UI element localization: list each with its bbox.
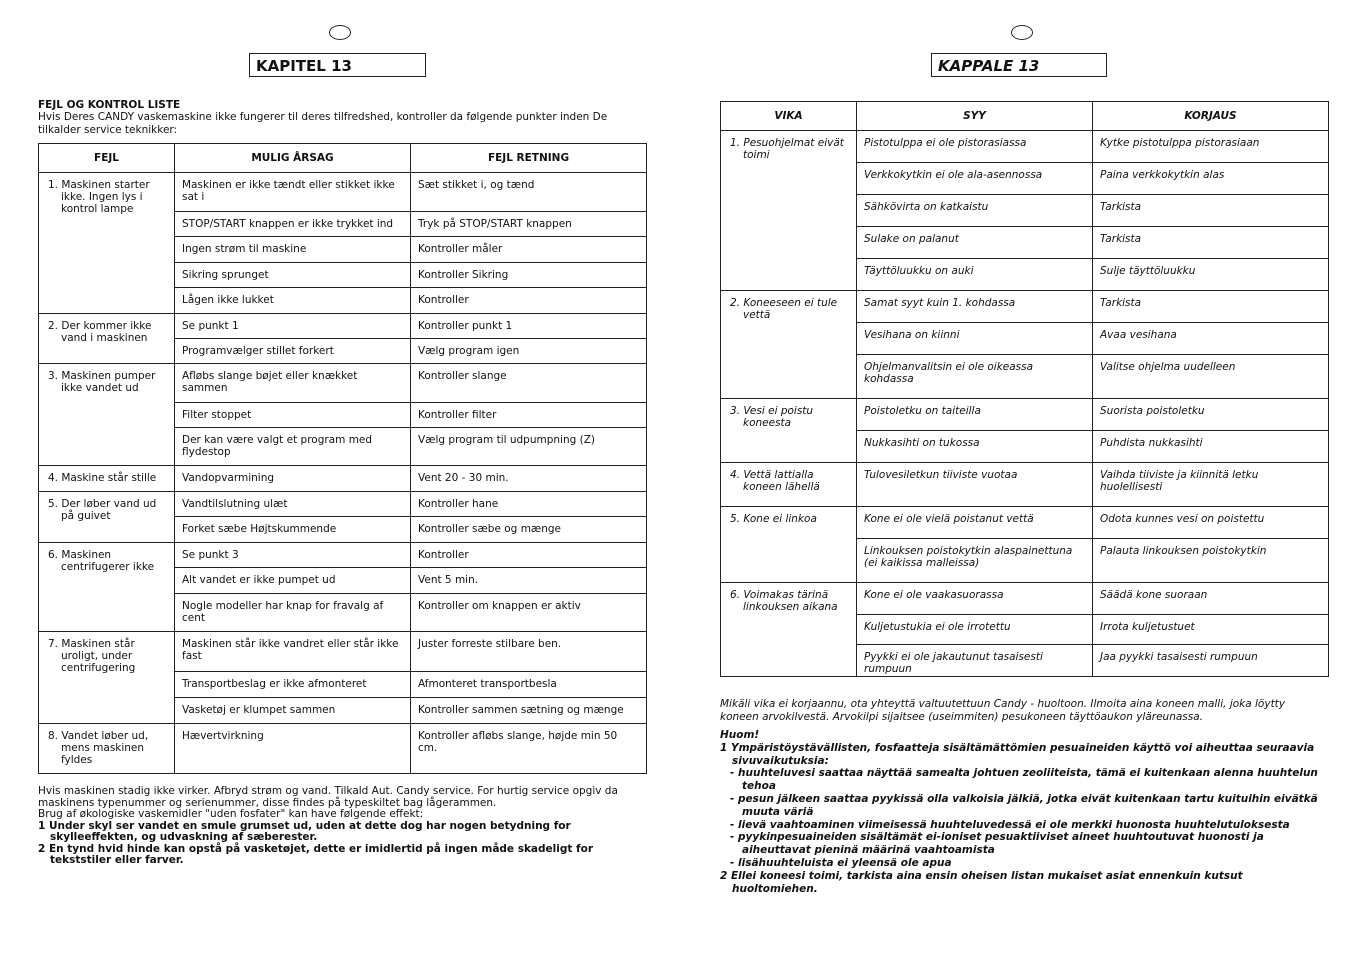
eco-note: Brug af økologiske vaskemidler "uden fosfater" kan have følgende effekt: <box>38 808 424 820</box>
fix-cell: Kytke pistotulppa pistorasiaan <box>1093 131 1329 163</box>
note-dash-item: - lisähuuhteluista ei yleensä ole apua <box>730 856 952 869</box>
chapter-title: KAPITEL 13 <box>249 53 426 77</box>
cause-cell: Alt vandet er ikke pumpet ud <box>175 568 411 594</box>
fix-cell: Vælg program igen <box>411 339 647 364</box>
service-info: Mikäli vika ei korjaannu, ota yhteyttä valtuutettuun Candy - huoltoon. Ilmoita aina koneen malli, joka löytty koneen arvokilvestä. Arvokilpi sijaitsee (useimmiten) pesukoneen täyttöaukon yläreunassa. <box>720 698 1286 723</box>
fix-cell: Kontroller hane <box>411 492 647 517</box>
cause-cell: Samat syyt kuin 1. kohdassa <box>857 291 1093 323</box>
cause-cell: Vandopvarmining <box>175 466 411 492</box>
fault-cell: 8. Vandet løber ud, mens maskinen fyldes <box>39 724 175 774</box>
fault-cell: 3. Vesi ei poistu koneesta <box>721 399 857 463</box>
fault-cell: 6. Maskinen centrifugerer ikke <box>39 543 175 632</box>
cause-cell: Nukkasihti on tukossa <box>857 431 1093 463</box>
cause-cell: Kone ei ole vielä poistanut vettä <box>857 507 1093 539</box>
fix-cell: Vent 20 - 30 min. <box>411 466 647 492</box>
table-row <box>721 399 1329 431</box>
cause-cell: Kone ei ole vaakasuorassa <box>857 583 1093 615</box>
fix-cell: Kontroller punkt 1 <box>411 314 647 339</box>
eco-point: 2 En tynd hvid hinde kan opstå på vasketøjet, dette er imidlertid på ingen måde skadeligt for tekststiler eller farver. <box>38 842 593 866</box>
column-header: FEJL <box>39 144 175 173</box>
fix-cell: Avaa vesihana <box>1093 323 1329 355</box>
fix-cell: Jaa pyykki tasaisesti rumpuun <box>1093 645 1329 677</box>
fix-cell: Paina verkkokytkin alas <box>1093 163 1329 195</box>
fix-cell: Vælg program til udpumpning (Z) <box>411 428 647 466</box>
cause-cell: Hævertvirkning <box>175 724 411 774</box>
fix-cell: Kontroller sæbe og mænge <box>411 517 647 543</box>
fix-cell: Kontroller sammen sætning og mænge <box>411 698 647 724</box>
fix-cell: Vaihda tiiviste ja kiinnitä letku huolellisesti <box>1093 463 1329 507</box>
fix-cell: Kontroller <box>411 288 647 314</box>
fix-cell: Juster forreste stilbare ben. <box>411 632 647 672</box>
fix-cell: Valitse ohjelma uudelleen <box>1093 355 1329 399</box>
fix-cell: Afmonteret transportbesla <box>411 672 647 698</box>
cause-cell: Pyykki ei ole jakautunut tasaisesti rumpuun <box>857 645 1093 677</box>
column-header: VIKA <box>721 102 857 131</box>
cause-cell: Kuljetustukia ei ole irrotettu <box>857 615 1093 645</box>
fault-table <box>720 101 1329 677</box>
column-header: MULIG ÅRSAG <box>175 144 411 173</box>
cause-cell: Tulovesiletkun tiiviste vuotaa <box>857 463 1093 507</box>
fault-cell: 6. Voimakas tärinä linkouksen aikana <box>721 583 857 677</box>
fix-cell: Odota kunnes vesi on poistettu <box>1093 507 1329 539</box>
table-row <box>39 492 647 517</box>
table-row <box>721 463 1329 507</box>
cause-cell: Verkkokytkin ei ole ala-asennossa <box>857 163 1093 195</box>
language-marker-oval <box>1011 25 1033 40</box>
note-dash-item: - pyykinpesuaineiden sisältämät ei-ioniset pesuaktiiviset aineet huuhtoutuvat huonosti ja aiheuttavat pieninä määrinä vaahtoamista <box>730 831 1264 857</box>
note-point: 1 Ympäristöystävällisten, fosfaatteja sisältämättömien pesuaineiden käyttö voi aiheuttaa seuraavia sivuvaikutuksia: <box>720 741 1315 767</box>
fault-cell: 3. Maskinen pumper ikke vandet ud <box>39 364 175 466</box>
fault-cell: 5. Der løber vand ud på guivet <box>39 492 175 543</box>
cause-cell: Se punkt 3 <box>175 543 411 568</box>
cause-cell: Der kan være valgt et program med flydestop <box>175 428 411 466</box>
table-row <box>721 507 1329 539</box>
note-title: Huom! <box>720 729 760 741</box>
cause-cell: Linkouksen poistokytkin alaspainettuna (ei kaikissa malleissa) <box>857 539 1093 583</box>
fault-cell: 7. Maskinen står uroligt, under centrifugering <box>39 632 175 724</box>
cause-cell: Filter stoppet <box>175 403 411 428</box>
table-row <box>39 543 647 568</box>
cause-cell: Maskinen er ikke tændt eller stikket ikke sat i <box>175 173 411 212</box>
cause-cell: Pistotulppa ei ole pistorasiassa <box>857 131 1093 163</box>
cause-cell: Nogle modeller har knap for fravalg af cent <box>175 594 411 632</box>
fix-cell: Säädä kone suoraan <box>1093 583 1329 615</box>
cause-cell: Vasketøj er klumpet sammen <box>175 698 411 724</box>
fault-cell: 2. Koneeseen ei tule vettä <box>721 291 857 399</box>
fix-cell: Tarkista <box>1093 195 1329 227</box>
intro-text: Hvis Deres CANDY vaskemaskine ikke fungerer til deres tilfredshed, kontroller da følgende punkter inden De tilkalder service teknikker: <box>38 111 608 136</box>
column-header: FEJL RETNING <box>411 144 647 173</box>
cause-cell: Poistoletku on taiteilla <box>857 399 1093 431</box>
fault-cell: 5. Kone ei linkoa <box>721 507 857 583</box>
table-row <box>39 173 647 212</box>
fix-cell: Tarkista <box>1093 227 1329 259</box>
language-marker-oval <box>329 25 351 40</box>
cause-cell: Transportbeslag er ikke afmonteret <box>175 672 411 698</box>
cause-cell: Maskinen står ikke vandret eller står ikke fast <box>175 632 411 672</box>
cause-cell: Se punkt 1 <box>175 314 411 339</box>
service-info: Hvis maskinen stadig ikke virker. Afbryd strøm og vand. Tilkald Aut. Candy service. For hurtig service opgiv da maskinens typenummer og serienummer, disse findes på typeskiltet bag lågerammen. <box>38 785 618 809</box>
cause-cell: Vesihana on kiinni <box>857 323 1093 355</box>
cause-cell: Ingen strøm til maskine <box>175 237 411 263</box>
table-row <box>721 131 1329 163</box>
cause-cell: Forket sæbe Højtskummende <box>175 517 411 543</box>
fix-cell: Sæt stikket i, og tænd <box>411 173 647 212</box>
fix-cell: Kontroller filter <box>411 403 647 428</box>
fix-cell: Vent 5 min. <box>411 568 647 594</box>
cause-cell: Lågen ikke lukket <box>175 288 411 314</box>
cause-cell: Ohjelmanvalitsin ei ole oikeassa kohdassa <box>857 355 1093 399</box>
eco-point: 1 Under skyl ser vandet en smule grumset ud, uden at dette dog har nogen betydning for skylleeffekten, og udvaskning af sæberester. <box>38 819 571 843</box>
cause-cell: Afløbs slange bøjet eller knækket sammen <box>175 364 411 403</box>
fix-cell: Palauta linkouksen poistokytkin <box>1093 539 1329 583</box>
note-dash-item: - lievä vaahtoaminen viimeisessä huuhteluvedessä ei ole merkki huonosta huuhtelutuloksesta <box>730 818 1290 831</box>
fault-cell: 2. Der kommer ikke vand i maskinen <box>39 314 175 364</box>
cause-cell: Täyttöluukku on auki <box>857 259 1093 291</box>
note-point: 2 Ellei koneesi toimi, tarkista aina ensin oheisen listan mukaiset asiat ennenkuin kutsut huoltomiehen. <box>720 869 1243 895</box>
column-header: KORJAUS <box>1093 102 1329 131</box>
cause-cell: STOP/START knappen er ikke trykket ind <box>175 212 411 237</box>
fix-cell: Sulje täyttöluukku <box>1093 259 1329 291</box>
fix-cell: Irrota kuljetustuet <box>1093 615 1329 645</box>
service-text <box>38 786 638 867</box>
notes-block <box>720 729 1330 895</box>
fix-cell: Puhdista nukkasihti <box>1093 431 1329 463</box>
cause-cell: Sähkövirta on katkaistu <box>857 195 1093 227</box>
fix-cell: Kontroller om knappen er aktiv <box>411 594 647 632</box>
fix-cell: Tarkista <box>1093 291 1329 323</box>
fix-cell: Tryk på STOP/START knappen <box>411 212 647 237</box>
fix-cell: Kontroller <box>411 543 647 568</box>
cause-cell: Vandtilslutning ulæt <box>175 492 411 517</box>
table-row <box>721 291 1329 323</box>
fault-table <box>38 143 647 774</box>
table-row <box>39 314 647 339</box>
fault-cell: 4. Vettä lattialla koneen lähellä <box>721 463 857 507</box>
note-dash-item: - huuhteluvesi saattaa näyttää samealta johtuen zeoliiteista, tämä ei kuitenkaan alenna huuhtelun tehoa <box>730 767 1318 793</box>
table-row <box>39 724 647 774</box>
fault-cell: 1. Pesuohjelmat eivät toimi <box>721 131 857 291</box>
table-row <box>721 583 1329 615</box>
fault-cell: 4. Maskine står stille <box>39 466 175 492</box>
fix-cell: Kontroller slange <box>411 364 647 403</box>
fix-cell: Kontroller afløbs slange, højde min 50 cm. <box>411 724 647 774</box>
fix-cell: Kontroller Sikring <box>411 263 647 288</box>
fix-cell: Suorista poistoletku <box>1093 399 1329 431</box>
fault-cell: 1. Maskinen starter ikke. Ingen lys i kontrol lampe <box>39 173 175 314</box>
chapter-title: KAPPALE 13 <box>931 53 1107 77</box>
column-header: SYY <box>857 102 1093 131</box>
table-row <box>39 364 647 403</box>
cause-cell: Sulake on palanut <box>857 227 1093 259</box>
table-row <box>39 466 647 492</box>
cause-cell: Sikring sprunget <box>175 263 411 288</box>
table-row <box>39 632 647 672</box>
cause-cell: Programvælger stillet forkert <box>175 339 411 364</box>
section-heading: FEJL OG KONTROL LISTE <box>38 99 181 111</box>
fix-cell: Kontroller måler <box>411 237 647 263</box>
note-dash-item: - pesun jälkeen saattaa pyykissä olla valkoisia jälkiä, jotka eivät kuitenkaan tartu kuituihin eivätkä muuta väriä <box>730 792 1318 818</box>
